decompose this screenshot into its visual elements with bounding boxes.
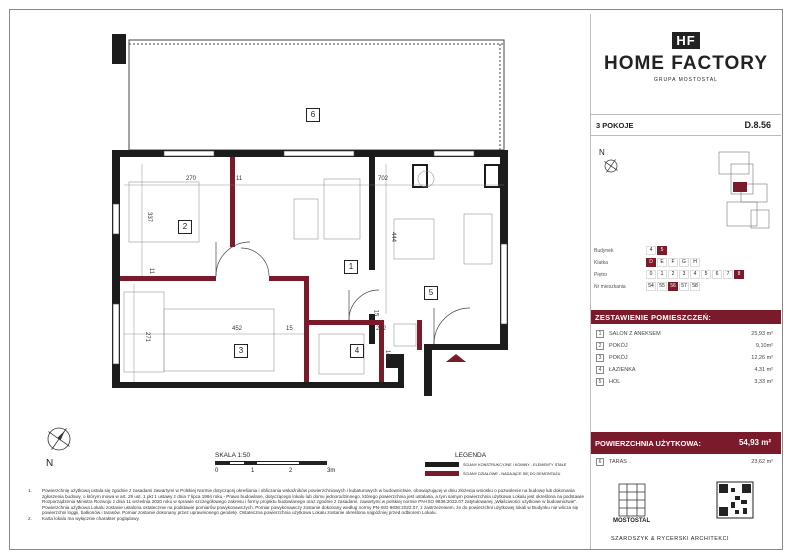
footnote-1-text: Powierzchnię użytkową ustala się zgodnie z zasadami zawartymi w Polskiej Normie dotyczącej określania i obliczania wskaźników powierzchniowych i kubaturowych w budownictwie, obowiązującej w dniu złożenia wniosku o pozwolenie na budowę lub dokonania zgłoszenia budowy, o którym mowa w art. 29 ust. 1 pkt 1 ustawy z dnia 7 lipca 1994 roku - Prawo budowlane, dotyczącego lokalu lub domu jednorodzinnego, którego powierzchnia jest ustalana, a tym samym powierzchnia użytkowa Lokalu jest określona na podstawie Rozporządzenia Ministra Rozwoju z dnia 11 września 2020 roku w sprawie szczegółowego zakresu i formy projektu budowlanego oraz zgodnie z zasadami, zawartymi w polskiej normie PN-ISO 9836:2022.07 zatytułowanej „Właściwości użytkowe w budownictwie”. Powierzchnia użytkowa Lokalu zostanie ustalona ostatecznie na podstawie pomiarów powykonawczych. Pomiar powykonawczy zostanie dokonany według normy PN-ISO 9836:2022.07, z zastrzeżeniem, że do powierzchni użytkowej lokali w Budynku nie wlicza się powierzchni loggii, balkonów i tarasów. Pomiar zostanie dokonany przez uprawnionego geodetę. Ostateczna powierzchnia użytkowa Lokalu zostanie określona najpóźniej przed odbiorem Lokalu. bbox=[42, 488, 585, 516]
table-cell: 8 bbox=[734, 270, 744, 279]
table-cell: 0 bbox=[646, 270, 656, 279]
building-key-plan bbox=[591, 144, 781, 240]
scale-tick-0: 0 bbox=[215, 468, 219, 474]
apartment-code: D.8.56 bbox=[744, 120, 771, 130]
terrace-row bbox=[591, 456, 781, 468]
room-label-6: 6 bbox=[306, 108, 320, 122]
footnote-2-text: Karta lokalu ma wyłącznie charakter poglądowy. bbox=[42, 515, 140, 521]
dim-270: 270 bbox=[186, 176, 197, 182]
floor-row-label: Piętro bbox=[594, 272, 608, 278]
table-cell: 54 bbox=[646, 282, 656, 291]
table-cell: F bbox=[668, 258, 678, 267]
room-name: POKÓJ bbox=[609, 355, 628, 361]
legend-item-partition: ŚCIANY DZIAŁOWE - NADAJĄCE SIĘ DO DEMONTAŻU bbox=[463, 472, 561, 476]
floor-cells bbox=[646, 270, 745, 279]
footnote-1 bbox=[28, 488, 584, 516]
footnotes bbox=[28, 488, 584, 522]
scale-tick-2: 2 bbox=[289, 468, 293, 474]
room-num: 1 bbox=[596, 330, 604, 338]
table-cell: H bbox=[690, 258, 700, 267]
room-area: 4,31 m² bbox=[754, 367, 773, 373]
room-row bbox=[591, 376, 781, 388]
dim-337: 337 bbox=[146, 211, 153, 223]
apartment-header bbox=[591, 114, 781, 136]
scale-title: SKALA 1:50 bbox=[215, 452, 251, 459]
table-cell: 5 bbox=[701, 270, 711, 279]
terrace-area: 23,62 m² bbox=[751, 459, 773, 465]
dim-444: 444 bbox=[390, 231, 397, 243]
floor-row bbox=[591, 270, 781, 280]
dim-702: 702 bbox=[378, 176, 389, 182]
table-cell: 3 bbox=[679, 270, 689, 279]
table-cell: 5 bbox=[657, 246, 667, 255]
shaft-right bbox=[486, 166, 498, 186]
architects-credit: SZAROSZYK & RYCERSKI ARCHITEKCI bbox=[611, 536, 730, 542]
legend bbox=[425, 452, 585, 482]
key-plan-north: N bbox=[599, 148, 605, 157]
stair-row-label: Klatka bbox=[594, 260, 608, 266]
scale-ruler bbox=[215, 461, 327, 465]
room-area: 12,26 m² bbox=[751, 355, 773, 361]
table-cell: D bbox=[646, 258, 656, 267]
legend-swatch-structural bbox=[425, 462, 459, 467]
apartment-no-cells bbox=[646, 282, 701, 291]
apartment-no-row bbox=[591, 282, 781, 292]
scale-bar bbox=[215, 452, 345, 476]
table-cell: 57 bbox=[679, 282, 689, 291]
table-cell: 1 bbox=[657, 270, 667, 279]
room-num: 2 bbox=[596, 342, 604, 350]
table-cell: 56 bbox=[668, 282, 678, 291]
table-cell: G bbox=[679, 258, 689, 267]
mostostal-logo-icon bbox=[619, 484, 645, 516]
room-name: HOL bbox=[609, 379, 621, 385]
terrace-outline bbox=[129, 40, 504, 150]
dim-15a: 15 bbox=[286, 326, 293, 332]
room-label-4: 4 bbox=[350, 344, 364, 358]
table-cell: 2 bbox=[668, 270, 678, 279]
rooms-count-label: 3 POKOJE bbox=[596, 121, 634, 130]
table-cell: 58 bbox=[690, 282, 700, 291]
terrace-name: TARAS bbox=[609, 459, 627, 465]
structural-walls bbox=[112, 150, 508, 396]
shaft-left bbox=[414, 166, 426, 186]
dim-11a: 11 bbox=[236, 176, 243, 182]
floor-plan bbox=[14, 14, 584, 484]
mostostal-label: MOSTOSTAL bbox=[613, 518, 651, 524]
dim-160: 160 bbox=[384, 349, 391, 361]
table-cell: E bbox=[657, 258, 667, 267]
room-name: ŁAZIENKA bbox=[609, 367, 636, 373]
dim-11b: 11 bbox=[148, 267, 155, 275]
table-cell: 6 bbox=[712, 270, 722, 279]
dim-292: 292 bbox=[376, 326, 387, 332]
building-row-label: Budynek bbox=[594, 248, 614, 254]
scale-tick-1: 1 bbox=[251, 468, 255, 474]
usable-area-bar bbox=[591, 432, 781, 454]
terrace-num: 6 bbox=[596, 458, 604, 466]
table-cell: 4 bbox=[646, 246, 656, 255]
logo-name: HOME FACTORY bbox=[603, 53, 768, 74]
key-plan-highlight bbox=[733, 182, 747, 192]
rooms-list bbox=[591, 328, 781, 388]
room-area: 3,33 m² bbox=[754, 379, 773, 385]
table-cell: 4 bbox=[690, 270, 700, 279]
floor-plan-drawing bbox=[14, 14, 584, 484]
room-row bbox=[591, 328, 781, 340]
footnote-2-key: 2. bbox=[28, 515, 32, 521]
key-plan-drawing bbox=[591, 144, 781, 240]
legend-title: LEGENDA bbox=[455, 452, 487, 459]
room-label-5: 5 bbox=[424, 286, 438, 300]
compass-rose-icon bbox=[44, 424, 74, 454]
logo-abbr: HF bbox=[672, 32, 699, 49]
compass-small-icon bbox=[604, 159, 617, 172]
building-cells bbox=[646, 246, 668, 255]
legend-swatch-partition bbox=[425, 471, 459, 476]
home-factory-logo bbox=[591, 32, 781, 102]
dim-452: 452 bbox=[232, 326, 243, 332]
room-area: 9,10m² bbox=[755, 343, 773, 349]
legend-item-structural: ŚCIANY KONSTRUKCYJNE I KOMINY - ELEMENTY STAŁE bbox=[463, 463, 567, 467]
room-area: 25,93 m² bbox=[751, 331, 773, 337]
room-row bbox=[591, 340, 781, 352]
room-num: 5 bbox=[596, 378, 604, 386]
logos-drawing bbox=[591, 476, 781, 536]
building-row bbox=[591, 246, 781, 256]
room-label-1: 1 bbox=[344, 260, 358, 274]
windows bbox=[113, 151, 507, 364]
room-num: 4 bbox=[596, 366, 604, 374]
dim-15b: 15 bbox=[372, 309, 379, 317]
room-row bbox=[591, 352, 781, 364]
room-label-3: 3 bbox=[234, 344, 248, 358]
footnote-1-key: 1. bbox=[28, 488, 32, 493]
terrace-item bbox=[591, 456, 781, 468]
entrance-arrow bbox=[446, 354, 466, 362]
room-name: POKÓJ bbox=[609, 343, 628, 349]
partition-walls bbox=[120, 157, 422, 382]
compass bbox=[44, 424, 74, 469]
apartment-no-row-label: Nr mieszkania bbox=[594, 284, 626, 290]
footnote-2 bbox=[28, 516, 584, 522]
rooms-summary-header: ZESTAWIENIE POMIESZCZEŃ: bbox=[591, 310, 781, 324]
usable-area-value: 54,93 m² bbox=[738, 438, 771, 447]
compass-north-label: N bbox=[46, 458, 54, 469]
logo-sub: GRUPA MOSTOSTAL bbox=[654, 77, 718, 83]
usable-area-label: POWIERZCHNIA UŻYTKOWA: bbox=[595, 439, 701, 448]
qr-code-icon bbox=[717, 482, 753, 518]
column-top-left bbox=[112, 34, 126, 64]
info-panel bbox=[590, 14, 780, 549]
room-label-2: 2 bbox=[178, 220, 192, 234]
room-name: SALON Z ANEKSEM bbox=[609, 331, 661, 337]
stair-row bbox=[591, 258, 781, 268]
partner-logos bbox=[591, 476, 781, 536]
room-num: 3 bbox=[596, 354, 604, 362]
table-cell: 7 bbox=[723, 270, 733, 279]
scale-tick-3: 3m bbox=[327, 468, 336, 474]
stair-cells bbox=[646, 258, 701, 267]
dim-271: 271 bbox=[144, 331, 151, 343]
room-row bbox=[591, 364, 781, 376]
table-cell: 55 bbox=[657, 282, 667, 291]
